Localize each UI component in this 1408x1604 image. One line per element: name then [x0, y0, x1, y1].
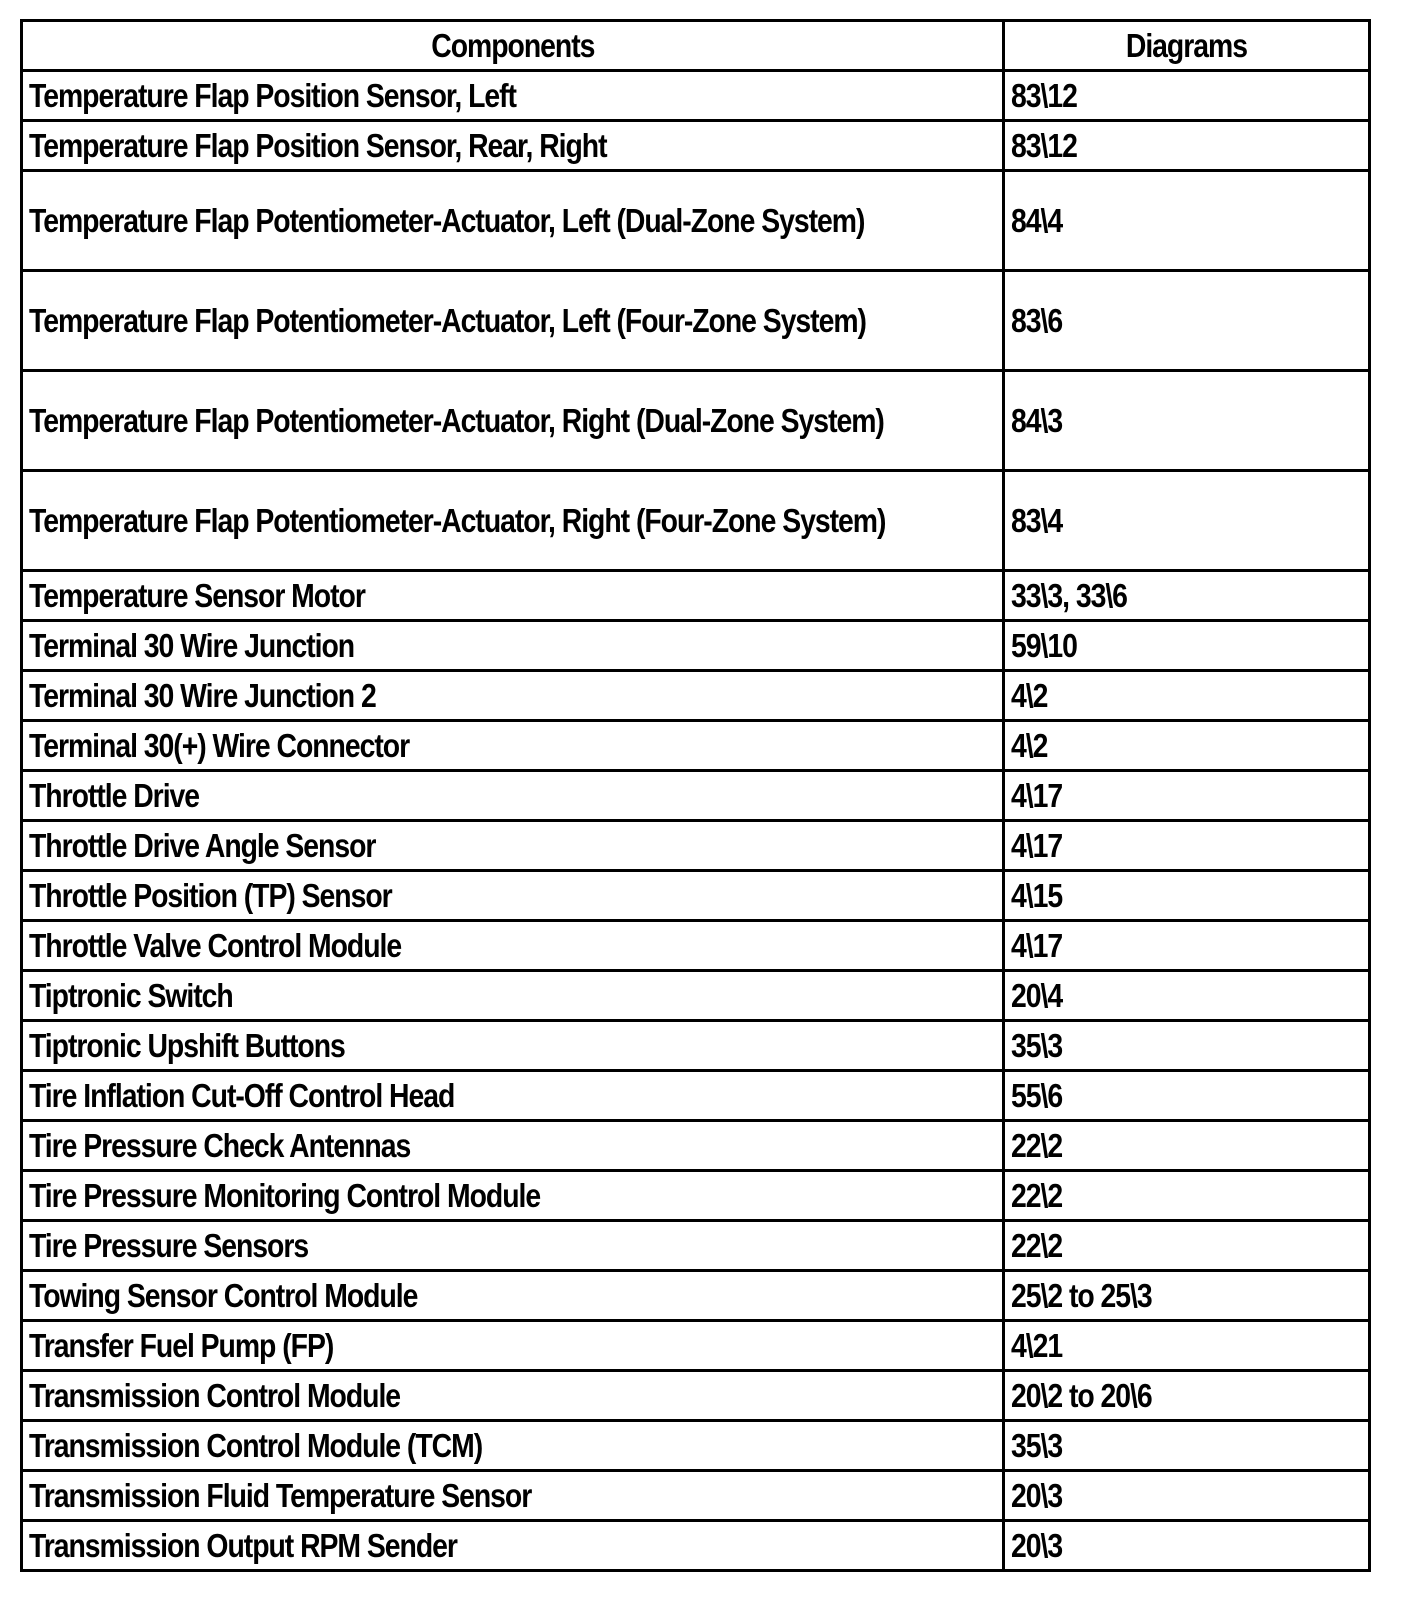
component-name: Throttle Drive [29, 776, 200, 814]
diagram-cell [1004, 1021, 1370, 1071]
diagram-reference: 55\6 [1011, 1076, 1063, 1114]
component-cell [22, 721, 1004, 771]
component-cell [22, 171, 1004, 271]
table-row [22, 921, 1370, 971]
diagram-reference: 4\17 [1011, 826, 1063, 864]
component-name: Temperature Sensor Motor [29, 576, 365, 614]
component-cell [22, 371, 1004, 471]
diagram-reference: 59\10 [1011, 626, 1077, 664]
diagram-cell [1004, 271, 1370, 371]
component-cell [22, 971, 1004, 1021]
component-cell [22, 1071, 1004, 1121]
table-row [22, 571, 1370, 621]
component-name: Transfer Fuel Pump (FP) [29, 1326, 334, 1364]
table-row [22, 621, 1370, 671]
diagram-reference: 20\3 [1011, 1476, 1063, 1514]
diagram-reference: 4\15 [1011, 876, 1063, 914]
component-cell [22, 1371, 1004, 1421]
diagram-cell [1004, 921, 1370, 971]
component-cell [22, 771, 1004, 821]
table-row [22, 871, 1370, 921]
diagram-cell [1004, 471, 1370, 571]
table-row [22, 1121, 1370, 1171]
diagram-reference: 84\4 [1011, 202, 1063, 239]
diagram-cell [1004, 821, 1370, 871]
table-row [22, 271, 1370, 371]
diagram-reference: 84\3 [1011, 402, 1063, 439]
diagram-cell [1004, 621, 1370, 671]
component-name: Temperature Flap Potentiometer-Actuator, Right (Dual-Zone System) [29, 402, 884, 439]
diagram-cell [1004, 1171, 1370, 1221]
component-name: Towing Sensor Control Module [29, 1276, 418, 1314]
component-cell [22, 921, 1004, 971]
component-cell [22, 1171, 1004, 1221]
diagram-reference: 4\2 [1011, 676, 1048, 714]
component-name: Tiptronic Upshift Buttons [29, 1026, 345, 1064]
diagram-reference: 33\3, 33\6 [1011, 576, 1127, 614]
component-cell [22, 621, 1004, 671]
column-header-components-label: Components [430, 26, 595, 64]
component-name: Tire Inflation Cut-Off Control Head [29, 1076, 455, 1114]
component-diagram-index-table [20, 19, 1371, 1572]
diagram-cell [1004, 71, 1370, 121]
table-row [22, 1321, 1370, 1371]
table-row [22, 71, 1370, 121]
table-row [22, 1021, 1370, 1071]
component-name: Transmission Output RPM Sender [29, 1526, 457, 1564]
diagram-cell [1004, 1521, 1370, 1571]
diagram-cell [1004, 971, 1370, 1021]
component-cell [22, 1271, 1004, 1321]
diagram-cell [1004, 1271, 1370, 1321]
component-name: Temperature Flap Potentiometer-Actuator, Left (Four-Zone System) [29, 302, 866, 339]
diagram-cell [1004, 121, 1370, 171]
component-cell [22, 1121, 1004, 1171]
component-cell [22, 571, 1004, 621]
component-cell [22, 1221, 1004, 1271]
table-row [22, 1271, 1370, 1321]
diagram-reference: 83\12 [1011, 76, 1077, 114]
component-name: Throttle Valve Control Module [29, 926, 402, 964]
diagram-cell [1004, 1121, 1370, 1171]
component-name: Transmission Fluid Temperature Sensor [29, 1476, 532, 1514]
diagram-cell [1004, 721, 1370, 771]
diagram-cell [1004, 571, 1370, 621]
table-row [22, 371, 1370, 471]
table-row [22, 1221, 1370, 1271]
component-name: Temperature Flap Potentiometer-Actuator, Right (Four-Zone System) [29, 502, 886, 539]
table-row [22, 1421, 1370, 1471]
table-row [22, 1071, 1370, 1121]
component-name: Throttle Position (TP) Sensor [29, 876, 392, 914]
diagram-reference: 35\3 [1011, 1426, 1063, 1464]
table-row [22, 1521, 1370, 1571]
component-name: Temperature Flap Position Sensor, Left [29, 76, 516, 114]
component-cell [22, 1421, 1004, 1471]
diagram-reference: 35\3 [1011, 1026, 1063, 1064]
diagram-cell [1004, 1321, 1370, 1371]
column-header-components [22, 21, 1004, 71]
diagram-reference: 20\2 to 20\6 [1011, 1376, 1152, 1414]
component-cell [22, 1521, 1004, 1571]
table-header [22, 21, 1370, 71]
diagram-reference: 83\12 [1011, 126, 1077, 164]
diagram-reference: 22\2 [1011, 1176, 1063, 1214]
diagram-reference: 83\6 [1011, 302, 1063, 339]
component-name: Transmission Control Module (TCM) [29, 1426, 483, 1464]
component-cell [22, 671, 1004, 721]
table-row [22, 121, 1370, 171]
component-cell [22, 71, 1004, 121]
diagram-cell [1004, 1421, 1370, 1471]
header-row [22, 21, 1370, 71]
component-name: Transmission Control Module [29, 1376, 401, 1414]
component-cell [22, 271, 1004, 371]
component-name: Tiptronic Switch [29, 976, 233, 1014]
component-name: Tire Pressure Sensors [29, 1226, 309, 1264]
diagram-reference: 22\2 [1011, 1126, 1063, 1164]
table-row [22, 1171, 1370, 1221]
table-body [22, 71, 1370, 1571]
component-name: Terminal 30(+) Wire Connector [29, 726, 410, 764]
diagram-reference: 22\2 [1011, 1226, 1063, 1264]
diagram-cell [1004, 1471, 1370, 1521]
component-cell [22, 871, 1004, 921]
table-row [22, 1471, 1370, 1521]
component-name: Temperature Flap Potentiometer-Actuator, Left (Dual-Zone System) [29, 202, 865, 239]
diagram-reference: 25\2 to 25\3 [1011, 1276, 1152, 1314]
column-header-diagrams-label: Diagrams [1125, 26, 1248, 64]
component-cell [22, 1321, 1004, 1371]
diagram-cell [1004, 771, 1370, 821]
diagram-cell [1004, 671, 1370, 721]
diagram-reference: 4\21 [1011, 1326, 1063, 1364]
component-cell [22, 121, 1004, 171]
diagram-cell [1004, 1371, 1370, 1421]
column-header-diagrams [1004, 21, 1370, 71]
diagram-reference: 20\4 [1011, 976, 1063, 1014]
diagram-reference: 4\17 [1011, 776, 1063, 814]
diagram-reference: 83\4 [1011, 502, 1063, 539]
table-row [22, 821, 1370, 871]
component-name: Tire Pressure Monitoring Control Module [29, 1176, 541, 1214]
diagram-reference: 20\3 [1011, 1526, 1063, 1564]
table-row [22, 1371, 1370, 1421]
table-row [22, 471, 1370, 571]
diagram-cell [1004, 871, 1370, 921]
table-row [22, 171, 1370, 271]
diagram-reference: 4\17 [1011, 926, 1063, 964]
component-cell [22, 821, 1004, 871]
diagram-cell [1004, 371, 1370, 471]
table-row [22, 771, 1370, 821]
component-name: Throttle Drive Angle Sensor [29, 826, 376, 864]
component-name: Tire Pressure Check Antennas [29, 1126, 411, 1164]
table-row [22, 971, 1370, 1021]
diagram-cell [1004, 1221, 1370, 1271]
component-cell [22, 1471, 1004, 1521]
component-cell [22, 1021, 1004, 1071]
component-name: Terminal 30 Wire Junction [29, 626, 355, 664]
diagram-cell [1004, 171, 1370, 271]
table-row [22, 671, 1370, 721]
table-row [22, 721, 1370, 771]
diagram-cell [1004, 1071, 1370, 1121]
diagram-reference: 4\2 [1011, 726, 1048, 764]
component-name: Temperature Flap Position Sensor, Rear, Right [29, 126, 607, 164]
component-name: Terminal 30 Wire Junction 2 [29, 676, 376, 714]
component-cell [22, 471, 1004, 571]
